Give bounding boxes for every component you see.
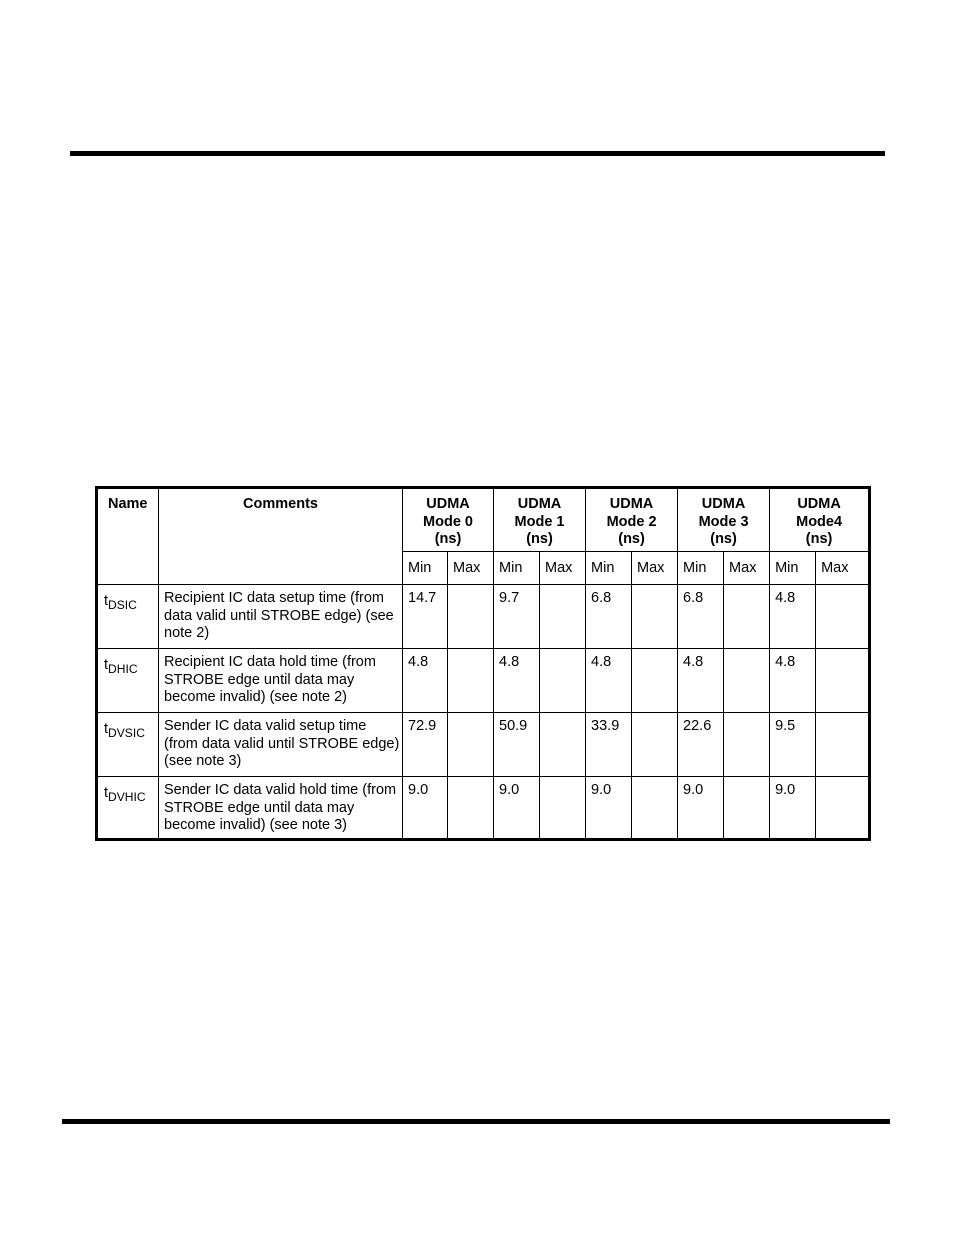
mode-2-max-value: [632, 585, 678, 649]
mode-2-max-value: [632, 777, 678, 840]
header-comments: Comments: [159, 488, 403, 585]
mode-2-min-value: 33.9: [586, 713, 632, 777]
mode-0-min-value: 14.7: [403, 585, 448, 649]
min-header: Min: [678, 552, 724, 585]
mode-1-min-value: 9.7: [494, 585, 540, 649]
table-row: [97, 777, 870, 840]
table-row: [97, 585, 870, 649]
mode-2-min-value: 9.0: [586, 777, 632, 840]
min-header: Min: [770, 552, 816, 585]
max-header: Max: [448, 552, 494, 585]
table-row: [97, 713, 870, 777]
mode-0-max-value: [448, 649, 494, 713]
mode-3-min-value: 9.0: [678, 777, 724, 840]
table-row: [97, 649, 870, 713]
udma-timing-table: [95, 486, 871, 841]
parameter-comment: Sender IC data valid hold time (from STROBE edge until data may become invalid) (see note 3): [159, 777, 403, 840]
parameter-name: [97, 777, 159, 840]
mode-1-max-value: [540, 649, 586, 713]
mode-1-min-value: 9.0: [494, 777, 540, 840]
mode-0-max-value: [448, 777, 494, 840]
mode-0-max-value: [448, 585, 494, 649]
mode-1-min-value: 4.8: [494, 649, 540, 713]
top-rule: [70, 151, 885, 156]
mode-3-max-value: [724, 713, 770, 777]
mode-4-min-value: 9.0: [770, 777, 816, 840]
parameter-symbol: t: [104, 593, 109, 609]
mode-4-max-value: [816, 649, 870, 713]
header-mode-4: UDMA Mode4 (ns): [770, 488, 870, 552]
header-name: Name: [97, 488, 159, 585]
parameter-name: [97, 713, 159, 777]
parameter-subscript: DSIC: [108, 597, 137, 612]
mode-0-min-value: 9.0: [403, 777, 448, 840]
mode-1-max-value: [540, 777, 586, 840]
header-row: [97, 488, 870, 552]
mode-0-max-value: [448, 713, 494, 777]
mode-1-max-value: [540, 713, 586, 777]
header-mode-0: UDMA Mode 0 (ns): [403, 488, 494, 552]
header-mode-1: UDMA Mode 1 (ns): [494, 488, 586, 552]
mode-4-min-value: 4.8: [770, 585, 816, 649]
mode-3-max-value: [724, 649, 770, 713]
mode-3-max-value: [724, 777, 770, 840]
parameter-name: [97, 585, 159, 649]
mode-3-max-value: [724, 585, 770, 649]
mode-2-min-value: 6.8: [586, 585, 632, 649]
mode-0-min-value: 4.8: [403, 649, 448, 713]
header-mode-2: UDMA Mode 2 (ns): [586, 488, 678, 552]
parameter-symbol: t: [104, 721, 109, 737]
parameter-subscript: DVSIC: [108, 725, 145, 740]
mode-4-min-value: 9.5: [770, 713, 816, 777]
mode-2-min-value: 4.8: [586, 649, 632, 713]
mode-4-max-value: [816, 585, 870, 649]
max-header: Max: [632, 552, 678, 585]
mode-4-min-value: 4.8: [770, 649, 816, 713]
mode-3-min-value: 22.6: [678, 713, 724, 777]
mode-4-max-value: [816, 713, 870, 777]
min-header: Min: [403, 552, 448, 585]
parameter-name: [97, 649, 159, 713]
mode-3-min-value: 6.8: [678, 585, 724, 649]
mode-2-max-value: [632, 649, 678, 713]
max-header: Max: [816, 552, 870, 585]
mode-4-max-value: [816, 777, 870, 840]
mode-0-min-value: 72.9: [403, 713, 448, 777]
parameter-comment: Recipient IC data hold time (from STROBE edge until data may become invalid) (see note 2): [159, 649, 403, 713]
parameter-subscript: DVHIC: [108, 789, 146, 804]
max-header: Max: [724, 552, 770, 585]
min-header: Min: [586, 552, 632, 585]
mode-3-min-value: 4.8: [678, 649, 724, 713]
bottom-rule: [62, 1119, 890, 1124]
parameter-subscript: DHIC: [108, 661, 138, 676]
parameter-comment: Sender IC data valid setup time (from data valid until STROBE edge) (see note 3): [159, 713, 403, 777]
parameter-comment: Recipient IC data setup time (from data valid until STROBE edge) (see note 2): [159, 585, 403, 649]
min-header: Min: [494, 552, 540, 585]
mode-1-max-value: [540, 585, 586, 649]
mode-1-min-value: 50.9: [494, 713, 540, 777]
max-header: Max: [540, 552, 586, 585]
mode-2-max-value: [632, 713, 678, 777]
header-mode-3: UDMA Mode 3 (ns): [678, 488, 770, 552]
parameter-symbol: t: [104, 785, 109, 801]
parameter-symbol: t: [104, 657, 109, 673]
